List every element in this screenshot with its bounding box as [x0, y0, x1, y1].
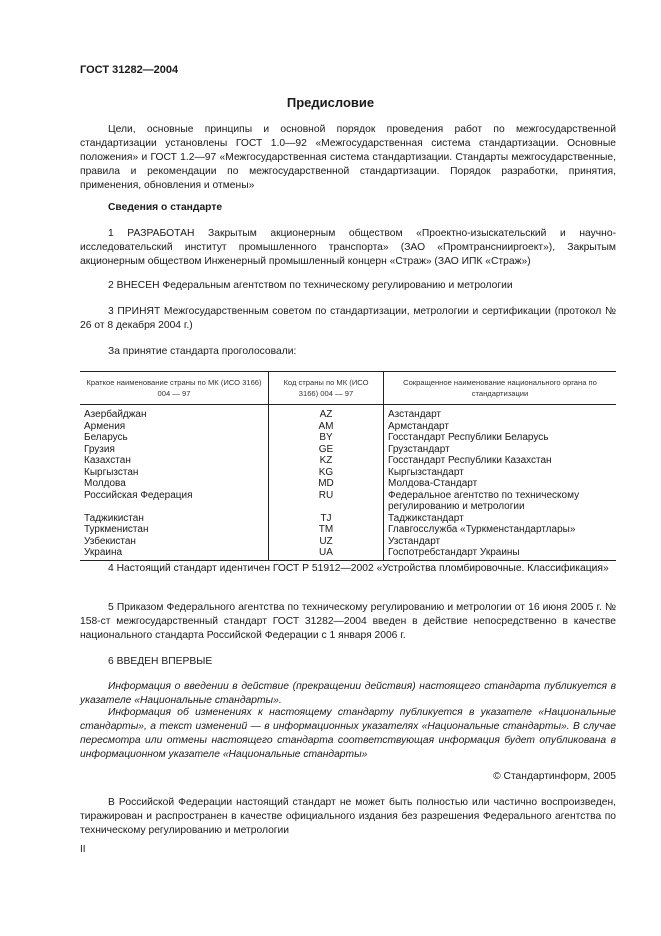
table-row: [80, 513, 616, 525]
cell-code: AZ: [269, 405, 384, 421]
cell-country: Украина: [80, 547, 269, 560]
paragraph-voted: За принятие стандарта проголосовали:: [108, 346, 297, 357]
cell-code: KG: [269, 467, 384, 479]
cell-code: UZ: [269, 536, 384, 548]
page-number: II: [80, 844, 86, 855]
cell-body: Госпотребстандарт Украины: [384, 547, 617, 560]
paragraph-developed: 1 РАЗРАБОТАН Закрытым акционерным обществом «Проектно-изыскательский и научно-исследовательский институт промышленного транспорта» (ЗАО «Промтранснииproект»), Закрытым акционерным обществом Инженерный промышленный концерн «Страж» (ЗАО ИПК «Страж»): [80, 228, 616, 267]
cell-code: TM: [269, 524, 384, 536]
document-header: ГОСТ 31282—2004: [80, 64, 179, 76]
table-row: [80, 490, 616, 513]
cell-country: Грузия: [84, 443, 115, 455]
cell-country: Молдова: [84, 478, 126, 489]
column-header-code: Код страны по МК (ИСО 3166) 004 — 97: [269, 372, 384, 405]
intro-paragraph: Цели, основные принципы и основной порядок проведения работ по межгосударственной стандартизации установлены ГОСТ 1.0—92 «Межгосударственная система стандартизации. Основные положения» и ГОСТ 1.2—97 «Межгосударственная система стандартизации. Стандарты межгосударственные, правила и рекомендации по межгосударственной стандартизации. Порядок разработки, принятия, применения, обновления и отмены»: [80, 124, 616, 191]
paragraph-adopted: 3 ПРИНЯТ Межгосударственным советом по стандартизации, метрологии и сертификации (протокол № 26 от 8 декабря 2004 г.): [80, 306, 616, 331]
cell-body: Кыргызстандарт: [384, 467, 617, 479]
paragraph-submitted: 2 ВНЕСЕН Федеральным агентством по техническому регулированию и метрологии: [108, 280, 513, 291]
table-row: [80, 467, 616, 479]
column-header-country: Краткое наименование страны по МК (ИСО 3166) 004 — 97: [80, 372, 269, 405]
page-title: Предисловие: [286, 95, 375, 110]
cell-country: Армения: [84, 420, 126, 432]
cell-body: Госстандарт Республики Беларусь: [384, 432, 617, 444]
cell-country: Беларусь: [84, 432, 128, 443]
table-header-row: [80, 372, 616, 405]
cell-body: Азстандарт: [384, 405, 617, 421]
cell-country: Азербайджан: [84, 409, 147, 420]
cell-country: Кыргызстан: [84, 466, 139, 478]
cell-body: Молдова-Стандарт: [384, 478, 617, 490]
table-body: [80, 405, 616, 561]
table-row: [80, 421, 616, 433]
cell-body: Грузстандарт: [384, 444, 617, 456]
paragraph-first-introduced: 6 ВВЕДЕН ВПЕРВЫЕ: [108, 656, 213, 667]
cell-body: Узстандарт: [384, 536, 617, 548]
column-header-body: Сокращенное наименование национального органа по стандартизации: [384, 372, 617, 405]
cell-country: Узбекистан: [84, 535, 136, 547]
voting-countries-table: [80, 371, 616, 561]
cell-code: GE: [269, 444, 384, 456]
info-introduction: Информация о введении в действие (прекращении действия) настоящего стандарта публикуется в указателе «Национальные стандарты».: [80, 681, 616, 706]
table-row: [80, 524, 616, 536]
cell-body: Таджикстандарт: [384, 513, 617, 525]
table-row: [80, 478, 616, 490]
standard-info-heading: Сведения о стандарте: [108, 202, 223, 213]
paragraph-identical: 4 Настоящий стандарт идентичен ГОСТ Р 51912—2002 «Устройства пломбировочные. Классификация»: [108, 563, 609, 574]
table-row: [80, 444, 616, 456]
table-row: [80, 455, 616, 467]
cell-body: Армстандарт: [384, 421, 617, 433]
cell-code: UA: [269, 547, 384, 560]
table-row: [80, 547, 616, 560]
cell-country: Казахстан: [84, 455, 131, 466]
table-row: [80, 432, 616, 444]
paragraph-order: 5 Приказом Федерального агентства по техническому регулированию и метрологии от 16 июня 2005 г. № 158-ст межгосударственный стандарт ГОСТ 31282—2004 введен в действие непосредственно в качестве национального стандарта Российской Федерации с 1 января 2006 г.: [80, 602, 616, 641]
paragraph-reproduction: В Российской Федерации настоящий стандарт не может быть полностью или частично воспроизведен, тиражирован и распространен в качестве официального издания без разрешения Федерального агентства по техническому регулированию и метрологии: [80, 797, 616, 836]
cell-code: TJ: [269, 513, 384, 525]
copyright-line: © Стандартинформ, 2005: [493, 771, 616, 782]
cell-body: Госстандарт Республики Казахстан: [384, 455, 617, 467]
cell-country: Российская Федерация: [84, 489, 193, 501]
cell-body: Федеральное агентство по техническому регулированию и метрологии: [384, 490, 617, 513]
cell-code: AM: [269, 421, 384, 433]
table-row: [80, 536, 616, 548]
cell-code: MD: [269, 478, 384, 490]
cell-code: BY: [269, 432, 384, 444]
cell-code: RU: [269, 490, 384, 513]
table-row: [80, 405, 616, 421]
cell-country: Таджикистан: [84, 512, 144, 524]
cell-body: Главгосслужба «Туркменстандартлары»: [384, 524, 617, 536]
cell-country: Туркменистан: [84, 524, 149, 535]
info-changes: Информация об изменениях к настоящему стандарту публикуется в указателе «Национальные стандарты», а текст изменений — в информационных указателях «Национальные стандарты». В случае пересмотра или отмены настоящего стандарта соответствующая информация будет опубликована в информационном указателе «Национальные стандарты»: [80, 707, 616, 760]
cell-code: KZ: [269, 455, 384, 467]
